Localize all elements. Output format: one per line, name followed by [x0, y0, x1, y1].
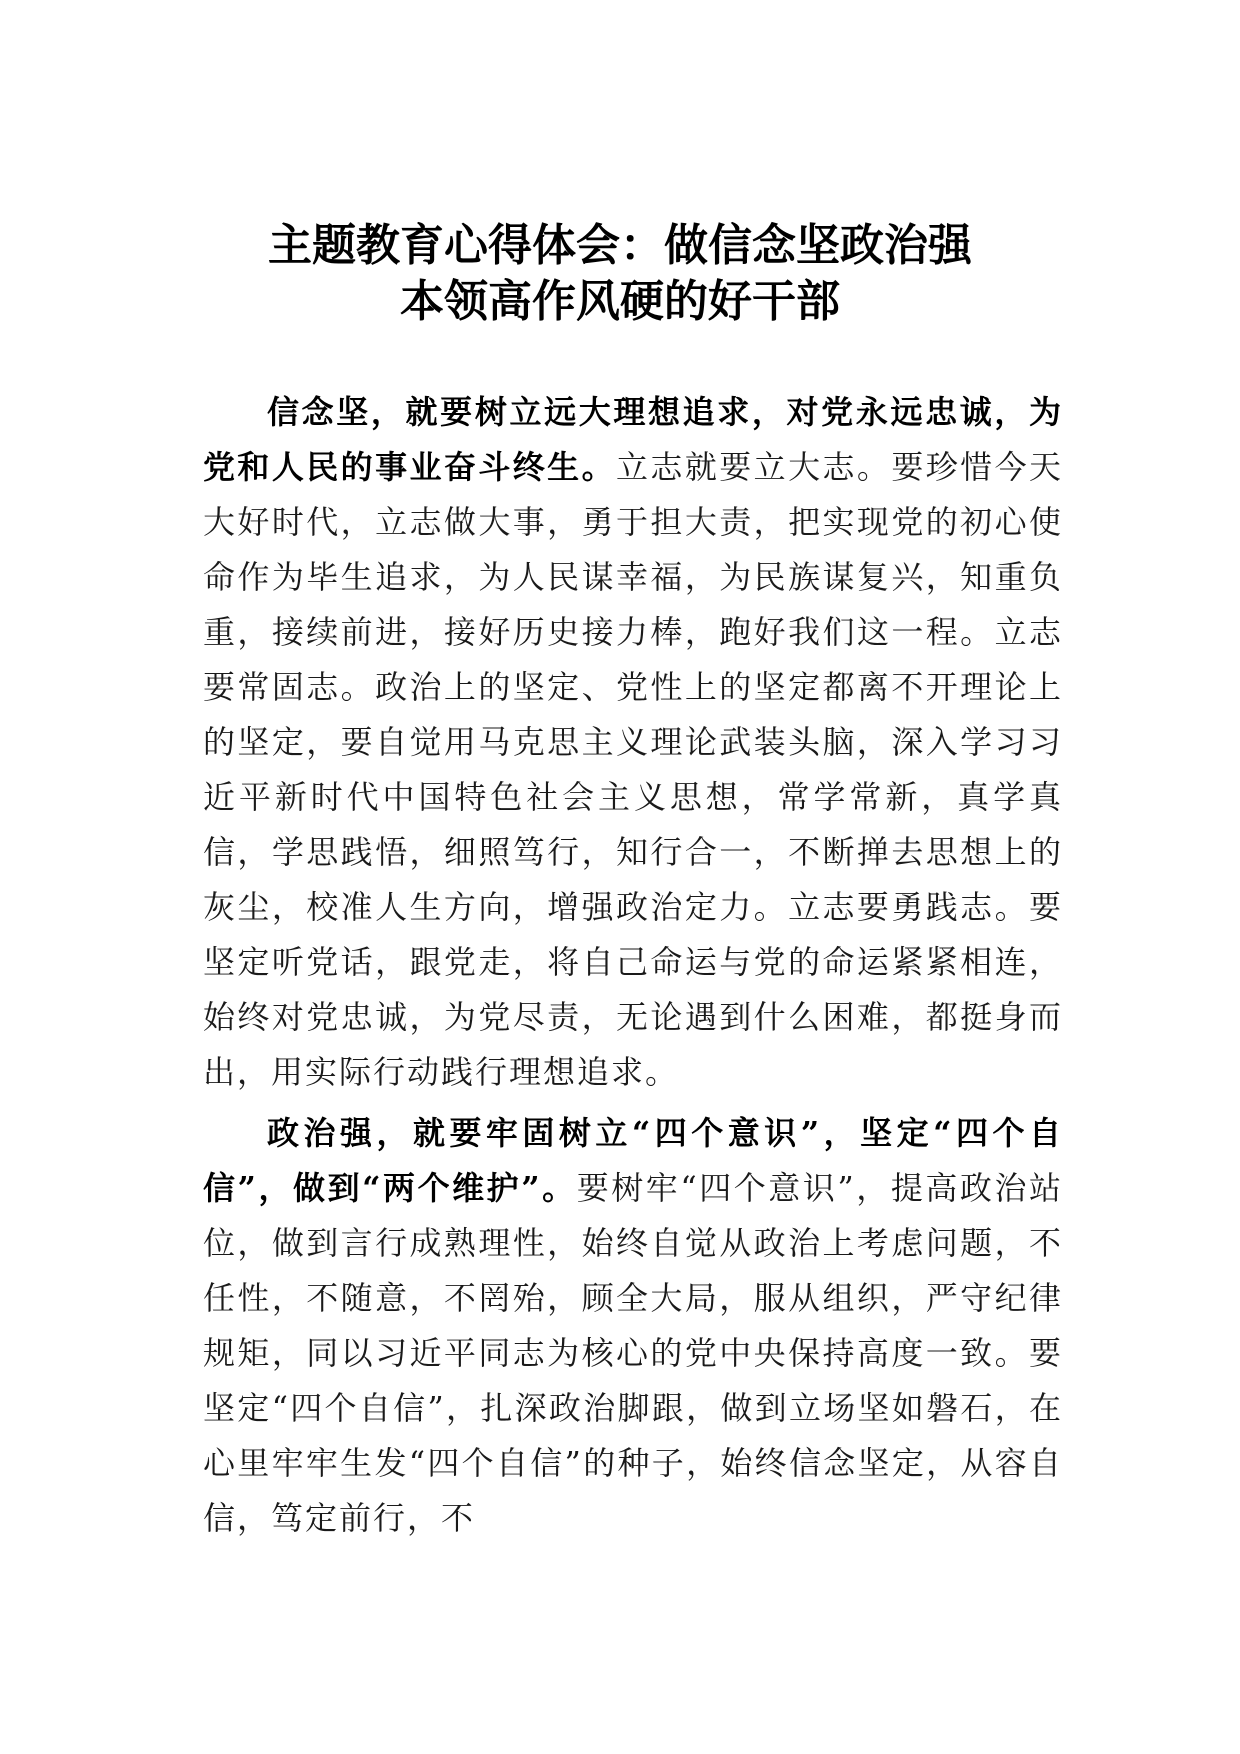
title-line-2: 本领高作风硬的好干部 [400, 276, 840, 327]
paragraph-2 [203, 1106, 1063, 1546]
document-body [203, 385, 1063, 1552]
paragraph-1 [203, 385, 1063, 1100]
paragraph-1-lead: 信念坚，就要树立远大理想追求，对党永远忠诚，为党和人民的事业奋斗终生。 [203, 393, 1063, 486]
title-line-1: 主题教育心得体会：做信念坚政治强 [268, 220, 972, 271]
paragraph-2-text: 要树牢“四个意识”，提高政治站位，做到言行成熟理性，始终自觉从政治上考虑问题，不任性，不随意，不罔殆，顾全大局，服从组织，严守纪律规矩，同以习近平同志为核心的党中央保持高度一致。要坚定“四个自信”，扎深政治脚跟，做到立场坚如磐石，在心里牢牢生发“四个自信”的种子，始终信念坚定，从容自信，笃定前行，不 [203, 1169, 1063, 1537]
paragraph-2-lead: 政治强，就要牢固树立“四个意识”，坚定“四个自信”，做到“两个维护”。 [203, 1114, 1063, 1207]
paragraph-1-text: 立志就要立大志。要珍惜今天大好时代，立志做大事，勇于担大责，把实现党的初心使命作为毕生追求，为人民谋幸福，为民族谋复兴，知重负重，接续前进，接好历史接力棒，跑好我们这一程。立志要常固志。政治上的坚定、党性上的坚定都离不开理论上的坚定，要自觉用马克思主义理论武装头脑，深入学习习近平新时代中国特色社会主义思想，常学常新，真学真信，学思践悟，细照笃行，知行合一，不断掸去思想上的灰尘，校准人生方向，增强政治定力。立志要勇践志。要坚定听党话，跟党走，将自己命运与党的命运紧紧相连，始终对党忠诚，为党尽责，无论遇到什么困难，都挺身而出，用实际行动践行理想追求。 [203, 448, 1063, 1091]
document-title [150, 218, 1090, 330]
